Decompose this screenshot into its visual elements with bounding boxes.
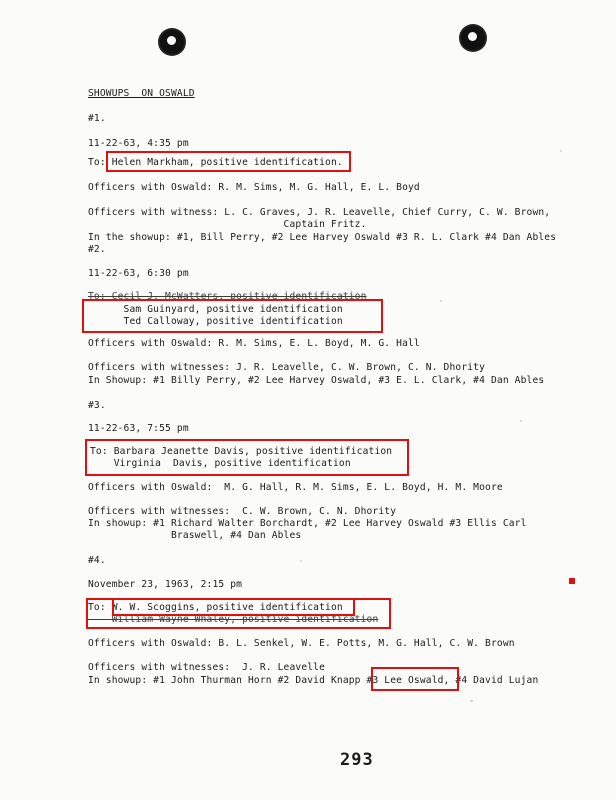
identification-line: To: Helen Markham, positive identification. <box>88 157 343 168</box>
section-datetime: 11-22-63, 7:55 pm <box>88 423 189 434</box>
document-title: SHOWUPS ON OSWALD <box>88 88 195 99</box>
officers-with-witness: Officers with witnesses: J. R. Leavelle, C. W. Brown, C. N. Dhority <box>88 362 486 373</box>
officers-with-witness: Officers with witnesses: C. W. Brown, C. N. Dhority <box>88 506 397 517</box>
highlight-box <box>85 439 409 476</box>
showup-lineup: In showup: #1 Richard Walter Borchardt, #2 Lee Harvey Oswald #3 Ellis Carl <box>88 518 527 529</box>
highlight-box-outer <box>86 598 391 629</box>
scan-speck <box>300 560 302 562</box>
identification-line: To: Cecil J. McWatters, positive identification <box>88 291 367 302</box>
highlight-box <box>106 151 351 172</box>
page-number: 293 <box>340 750 374 770</box>
officers-with-witness-cont: Captain Fritz. <box>88 219 367 230</box>
identification-line: Sam Guinyard, positive identification <box>88 304 343 315</box>
officers-with-witness: Officers with witnesses: J. R. Leavelle <box>88 662 326 673</box>
section-number: #3. <box>88 400 106 411</box>
officers-with-witness: Officers with witness: L. C. Graves, J. R. Leavelle, Chief Curry, C. W. Brown, <box>88 207 551 218</box>
scan-speck <box>520 420 522 422</box>
identification-line: Virginia Davis, positive identification <box>90 458 351 469</box>
highlight-box <box>371 667 459 691</box>
scan-speck <box>470 700 473 702</box>
identification-line: To: W. W. Scoggins, positive identification <box>88 602 343 613</box>
officers-with-oswald: Officers with Oswald: R. M. Sims, E. L. Boyd, M. G. Hall <box>88 338 420 349</box>
officers-with-oswald: Officers with Oswald: M. G. Hall, R. M. Sims, E. L. Boyd, H. M. Moore <box>88 482 503 493</box>
section-number: #4. <box>88 555 106 566</box>
scan-speck <box>440 300 442 302</box>
scan-speck <box>560 150 562 152</box>
punch-hole-right-icon <box>461 26 485 50</box>
showup-lineup: In Showup: #1 Billy Perry, #2 Lee Harvey Oswald, #3 E. L. Clark, #4 Dan Ables <box>88 375 545 386</box>
section-number: #1. <box>88 113 106 124</box>
red-mark <box>569 578 575 584</box>
showup-lineup: In showup: #1 John Thurman Horn #2 David Knapp #3 Lee Oswald, #4 David Lujan <box>88 675 539 686</box>
section-datetime: 11-22-63, 6:30 pm <box>88 268 189 279</box>
showup-lineup-cont: Braswell, #4 Dan Ables <box>88 530 302 541</box>
punch-hole-left-icon <box>160 30 184 54</box>
showup-lineup: In the showup: #1, Bill Perry, #2 Lee Harvey Oswald #3 R. L. Clark #4 Dan Ables <box>88 232 557 243</box>
identification-line: To: Barbara Jeanette Davis, positive identification <box>90 446 393 457</box>
identification-line: Ted Calloway, positive identification <box>88 316 343 327</box>
officers-with-oswald: Officers with Oswald: R. M. Sims, M. G. Hall, E. L. Boyd <box>88 182 420 193</box>
section-datetime: 11-22-63, 4:35 pm <box>88 138 189 149</box>
highlight-box <box>82 299 383 333</box>
section-number: #2. <box>88 244 106 255</box>
officers-with-oswald: Officers with Oswald: B. L. Senkel, W. E. Potts, M. G. Hall, C. W. Brown <box>88 638 515 649</box>
section-datetime: November 23, 1963, 2:15 pm <box>88 579 243 590</box>
identification-line: William Wayne Whaley, positive identification <box>88 614 379 625</box>
